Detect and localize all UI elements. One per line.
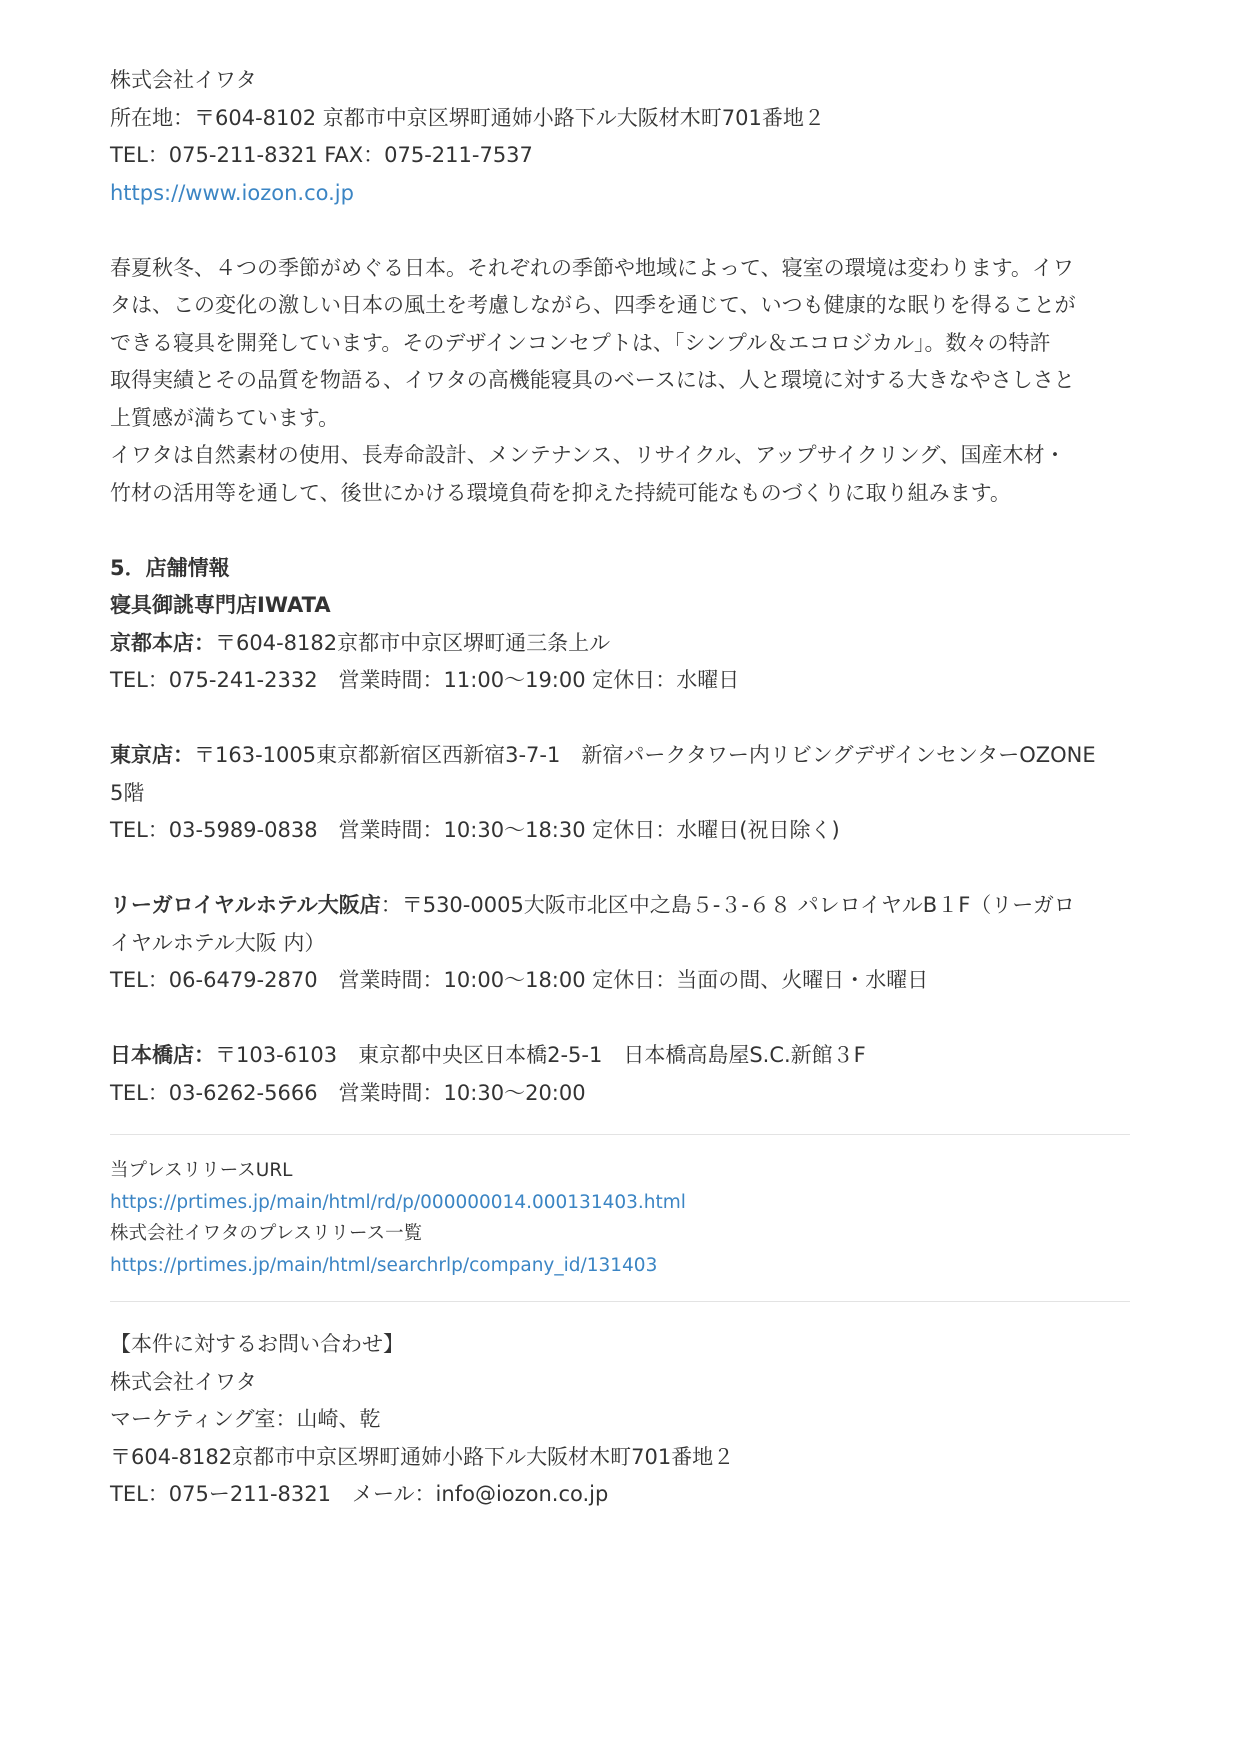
contact-heading: 【本件に対するお問い合わせ】 [110,1332,404,1356]
press-release-page [110,62,1130,1514]
store-osaka-tel: TEL：06-6479-2870 営業時間：10:00～18:00 定休日：当面の間、火曜日・水曜日 [110,968,929,992]
about-line: 取得実績とその品質を物語る、イワタの高機能寝具のベースには、人と環境に対する大きなやさしさと [110,368,1075,392]
store-tokyo-address-line [110,737,1130,775]
press-release-url-link[interactable]: https://prtimes.jp/main/html/rd/p/000000014.000131403.html [110,1191,686,1213]
company-tel-fax: TEL：075-211-8321 FAX：075-211-7537 [110,143,533,167]
about-line: タは、この変化の激しい日本の風土を考慮しながら、四季を通じて、いつも健康的な眠りを得ることが [110,293,1076,317]
contact-tel-mail: TEL：075ー211-8321 メール：info@iozon.co.jp [110,1482,609,1506]
store-nihonbashi-address-line [110,1037,1130,1075]
about-paragraph [110,250,1130,513]
about-line: イワタは自然素材の使用、長寿命設計、メンテナンス、リサイクル、アップサイクリング、国産木材・ [110,443,1066,467]
store-tokyo-tel: TEL：03-5989-0838 営業時間：10:30～18:30 定休日：水曜日(祝日除く) [110,818,840,842]
contact-company: 株式会社イワタ [110,1369,257,1394]
about-line: 春夏秋冬、４つの季節がめぐる日本。それぞれの季節や地域によって、寝室の環境は変わります。イワ [110,255,1074,280]
store-tokyo-address: 〒163-1005東京都新宿区西新宿3-7-1 新宿パークタワー内リビングデザインセンターOZONE [194,743,1096,767]
store-tokyo-address-cont: 5階 [110,780,145,805]
press-release-url-label: 当プレスリリースURL [110,1160,293,1181]
about-line: 竹材の活用等を通して、後世にかける環境負荷を抑えた持続可能なものづくりに取り組みます。 [110,480,1011,505]
press-release-list-label: 株式会社イワタのプレスリリース一覧 [110,1223,423,1244]
store-brand-name: 寝具御誂専門店IWATA [110,593,331,617]
store-nihonbashi-address: 〒103-6103 東京都中央区日本橋2-5-1 日本橋高島屋S.C.新館３F [215,1043,866,1067]
store-nihonbashi-label: 日本橋店： [110,1043,215,1067]
store-info-section [110,550,1130,1113]
company-address: 所在地：〒604-8102 京都市中京区堺町通姉小路下ル大阪材木町701番地２ [110,105,825,130]
store-kyoto-address: 〒604-8182京都市中京区堺町通三条上ル [215,630,611,655]
press-release-links [110,1155,1130,1281]
store-kyoto-address-line [110,625,1130,663]
contact-section [110,1326,1130,1514]
about-line: できる寝具を開発しています。そのデザインコンセプトは、「シンプル＆エコロジカル」。数々の特許 [110,330,1051,355]
store-osaka-address-cont: イヤルホテル大阪 内） [110,930,326,955]
store-osaka-address-line [110,887,1130,925]
store-kyoto-label: 京都本店： [110,630,215,655]
store-section-heading: 5．店舗情報 [110,555,230,580]
contact-address: 〒604-8182京都市中京区堺町通姉小路下ル大阪材木町701番地２ [110,1444,735,1469]
store-tokyo-label: 東京店： [110,743,194,767]
company-name: 株式会社イワタ [110,68,257,92]
press-release-list-link[interactable]: https://prtimes.jp/main/html/searchrlp/company_id/131403 [110,1254,658,1276]
company-info [110,62,1130,212]
store-nihonbashi-tel: TEL：03-6262-5666 営業時間：10:30～20:00 [110,1080,586,1105]
store-kyoto-tel: TEL：075-241-2332 営業時間：11:00～19:00 定休日：水曜日 [110,668,740,692]
contact-department: マーケティング室：山崎、乾 [110,1407,381,1431]
store-osaka-label: リーガロイヤルホテル大阪店 [110,893,381,917]
store-osaka-address: ：〒530-0005大阪市北区中之島５-３-６８ パレロイヤルB１F（リーガロ [380,893,1075,917]
company-website-link[interactable]: https://www.iozon.co.jp [110,180,354,205]
about-line: 上質感が満ちています。 [110,405,340,430]
